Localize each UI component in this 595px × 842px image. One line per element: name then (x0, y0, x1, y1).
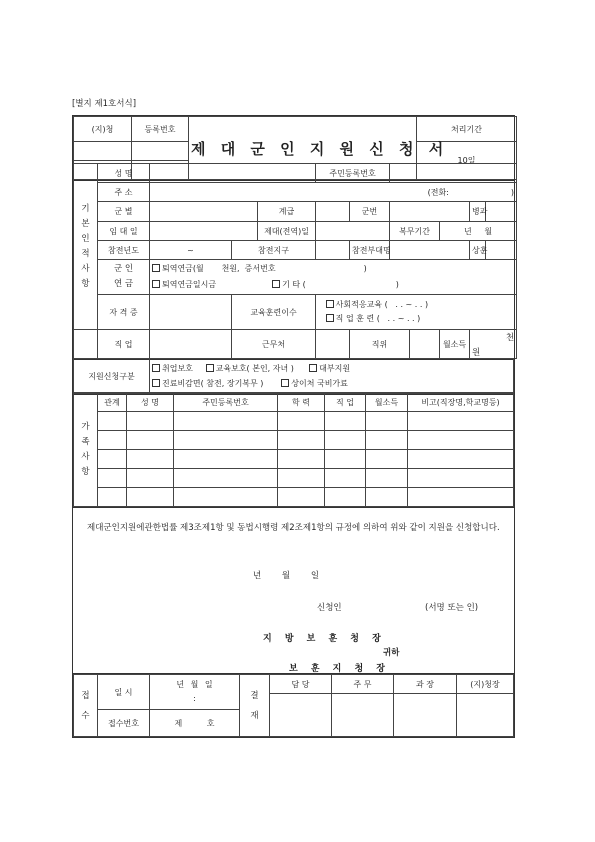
approver-section-chief: 과 장 (394, 675, 457, 694)
reg-no-field[interactable] (132, 142, 189, 161)
approval-staff-signbox[interactable] (270, 694, 332, 737)
pension-opt3-checkbox[interactable] (272, 280, 280, 288)
name-label: 성 명 (98, 164, 150, 183)
family-header-remarks: 비고(직장명,학교명등) (408, 393, 514, 412)
income-field[interactable] (470, 330, 517, 359)
form-title: 제 대 군 인 지 원 신 청 서 (189, 117, 417, 180)
addressee-branch-office: 보 훈 지 청 장 (289, 664, 391, 674)
family-cell[interactable] (278, 431, 325, 450)
support-opt1-checkbox[interactable] (152, 364, 160, 372)
training-options: 사회적응교육 ( . . ~ . . ) 직 업 훈 련 ( . . ~ . . ) (316, 295, 517, 330)
family-cell[interactable] (98, 469, 127, 488)
family-cell[interactable] (174, 450, 278, 469)
service-period-field[interactable]: 년 월 (440, 222, 517, 241)
branch-label: 병과 (470, 202, 486, 222)
support-opt3-checkbox[interactable] (309, 364, 317, 372)
family-header-income: 월소득 (366, 393, 408, 412)
war-area-field[interactable] (316, 241, 350, 260)
approval-head-signbox[interactable] (457, 694, 514, 737)
enlist-date-field[interactable] (150, 222, 258, 241)
pension-opt1-checkbox[interactable] (152, 264, 160, 272)
army-field[interactable] (150, 202, 258, 222)
family-cell[interactable] (174, 469, 278, 488)
addressee-regional-office: 지 방 보 훈 청 장 (263, 634, 386, 644)
decoration-label: 상훈 (470, 241, 486, 260)
position-field[interactable] (410, 330, 440, 359)
approver-officer: 주 무 (332, 675, 394, 694)
workplace-field[interactable] (316, 330, 350, 359)
army-label: 군 별 (98, 202, 150, 222)
address-label: 주 소 (98, 183, 150, 202)
family-cell[interactable] (174, 412, 278, 431)
workplace-label: 근무처 (232, 330, 316, 359)
family-cell[interactable] (174, 431, 278, 450)
branch-field[interactable] (486, 202, 517, 222)
pension-options: 퇴역연금(월 천원, 증서번호 ) 퇴역연금일시금 기 타 ( ) (150, 260, 517, 295)
receipt-number-label: 접수번호 (98, 710, 150, 737)
family-cell[interactable] (366, 431, 408, 450)
applicant-label: 신청인 (317, 603, 342, 613)
family-cell[interactable] (408, 412, 514, 431)
family-cell[interactable] (325, 431, 366, 450)
family-cell[interactable] (127, 412, 174, 431)
office-label: (지)청 (74, 117, 132, 142)
table-row (74, 431, 514, 450)
resident-no-field[interactable] (390, 164, 517, 183)
qualification-field[interactable] (150, 295, 232, 330)
enlist-date-label: 임 대 일 (98, 222, 150, 241)
table-row (74, 412, 514, 431)
family-cell[interactable] (408, 431, 514, 450)
won-top-unit: 천 (505, 333, 515, 343)
position-label: 직위 (350, 330, 410, 359)
honorific-label: 귀하 (383, 648, 400, 658)
training-count-label: 교육훈련이수 (232, 295, 316, 330)
family-cell[interactable] (278, 469, 325, 488)
processing-value: 10일 (417, 142, 517, 180)
receipt-side-label: 접 수 (74, 675, 98, 737)
pension-label: 군 인 연 금 (98, 260, 150, 295)
table-row (74, 469, 514, 488)
income-label: 월소득 (440, 330, 470, 359)
family-cell[interactable] (325, 469, 366, 488)
war-unit-field[interactable] (390, 241, 470, 260)
family-header-resident-no: 주민등록번호 (174, 393, 278, 412)
family-header-education: 학 력 (278, 393, 325, 412)
address-field[interactable] (150, 183, 517, 202)
approval-label: 결 재 (240, 675, 270, 737)
statement-section (72, 503, 515, 675)
service-period-label: 복무기간 (390, 222, 440, 241)
form-number-label: [별지 제1호서식] (72, 99, 137, 109)
support-options: 취업보호 교육보호( 본인, 자녀 ) 대부지원 진료비감면( 참전, 장기복무 ) 상이처 국비가료 (150, 359, 514, 394)
rank-field[interactable] (316, 202, 350, 222)
family-cell[interactable] (325, 450, 366, 469)
reg-no-label: 등록번호 (132, 117, 189, 142)
support-opt2-checkbox[interactable] (206, 364, 214, 372)
support-opt5-checkbox[interactable] (281, 379, 289, 387)
family-cell[interactable] (366, 412, 408, 431)
family-cell[interactable] (98, 450, 127, 469)
decoration-field[interactable] (486, 241, 517, 260)
family-side-label: 가 족 사 항 (74, 393, 98, 507)
family-cell[interactable] (127, 469, 174, 488)
family-header-relation: 관계 (98, 393, 127, 412)
job-label: 직 업 (98, 330, 150, 359)
receipt-number-field[interactable]: 제 호 (150, 710, 240, 737)
table-row (74, 450, 514, 469)
family-cell[interactable] (325, 412, 366, 431)
job-spacer (74, 330, 98, 359)
statement-text: 제대군인지원에관한법률 제3조제1항 및 동법시행령 제2조제1항의 규정에 의하여 위와 같이 지원을 신청합니다. (87, 523, 500, 533)
basic-info-section (72, 163, 515, 360)
phone-label: (전화: (427, 187, 449, 197)
family-header-job: 직 업 (325, 393, 366, 412)
family-cell[interactable] (98, 412, 127, 431)
family-cell[interactable] (408, 469, 514, 488)
family-cell[interactable] (366, 450, 408, 469)
war-unit-label: 참전부대명 (350, 241, 390, 260)
receipt-section (72, 673, 515, 738)
phone-close: ) (510, 187, 515, 197)
discharge-date-label: 제대(전역)일 (258, 222, 316, 241)
family-header-name: 성 명 (127, 393, 174, 412)
processing-label: 처리기간 (417, 117, 517, 142)
application-date: 년 월 일 (253, 571, 320, 581)
war-year-field[interactable]: ~ (150, 241, 232, 260)
approval-officer-signbox[interactable] (332, 694, 394, 737)
family-cell[interactable] (278, 412, 325, 431)
basic-info-side-label: 기 본 인 적 사 항 (74, 164, 98, 330)
approver-office-head: (지)청장 (457, 675, 514, 694)
training-opt2-checkbox[interactable] (326, 314, 334, 322)
job-field[interactable] (150, 330, 232, 359)
war-area-label: 참전지구 (232, 241, 316, 260)
family-section (72, 392, 515, 508)
family-cell[interactable] (127, 431, 174, 450)
sign-label: (서명 또는 인) (425, 603, 479, 613)
family-cell[interactable] (98, 431, 127, 450)
support-opt4-checkbox[interactable] (152, 379, 160, 387)
service-no-label: 군번 (350, 202, 390, 222)
family-cell[interactable] (278, 450, 325, 469)
service-no-field[interactable] (390, 202, 470, 222)
name-field[interactable] (150, 164, 316, 183)
approver-staff: 담 당 (270, 675, 332, 694)
rank-label: 계급 (258, 202, 316, 222)
war-year-label: 참전년도 (98, 241, 150, 260)
receipt-date-field[interactable]: 년 월 일 : (150, 675, 240, 710)
pension-opt2-checkbox[interactable] (152, 280, 160, 288)
office-field[interactable] (74, 142, 132, 161)
resident-no-label: 주민등록번호 (316, 164, 390, 183)
training-opt1-checkbox[interactable] (326, 300, 334, 308)
qualification-label: 자 격 증 (98, 295, 150, 330)
won-bottom-unit: 원 (472, 348, 481, 358)
family-cell[interactable] (366, 469, 408, 488)
family-cell[interactable] (408, 450, 514, 469)
support-section (72, 358, 515, 395)
discharge-date-field[interactable] (316, 222, 390, 241)
approval-chief-signbox[interactable] (394, 694, 457, 737)
support-label: 지원신청구분 (74, 359, 150, 394)
family-cell[interactable] (127, 450, 174, 469)
receipt-date-label: 일 시 (98, 675, 150, 710)
